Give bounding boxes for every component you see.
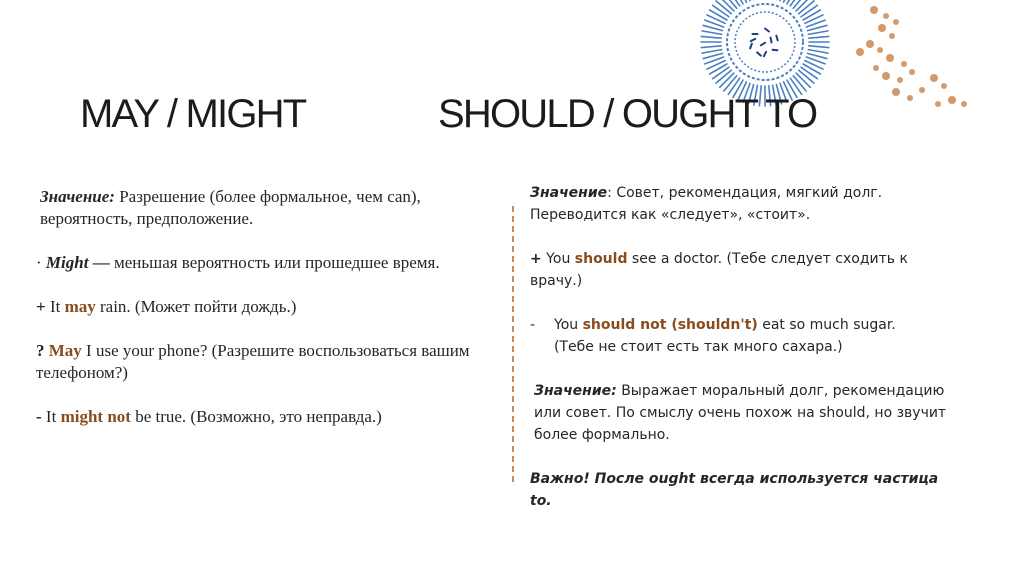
- title-should-ought-to: SHOULD / OUGHT TO: [438, 92, 817, 136]
- might-text: меньшая вероятность или прошедшее время.: [109, 253, 440, 272]
- r-ex2-post: eat so much sugar.: [757, 317, 896, 333]
- r-ex2-pre: You: [554, 317, 583, 333]
- left-might-note: [36, 252, 496, 274]
- r-ex1-pre: You: [541, 251, 575, 267]
- plus-sign: +: [36, 297, 46, 316]
- right-meaning1-text: : Совет, рекомендация, мягкий долг. Переводится как «следует», «стоит».: [530, 185, 883, 223]
- ex3-post: be true. (Возможно, это неправда.): [130, 407, 382, 426]
- r-ex2-key: should not (shouldn't): [582, 317, 758, 333]
- ex2-post: I use your phone? (Разрешите воспользоваться вашим телефоном?): [36, 341, 470, 382]
- left-example-3: [36, 406, 496, 428]
- title-may-might: MAY / MIGHT: [80, 92, 306, 136]
- column-divider: [512, 206, 514, 482]
- dots-decoration-icon: [852, 0, 982, 120]
- ex1-post: rain. (Может пойти дождь.): [95, 297, 297, 316]
- right-example-1: [530, 248, 950, 292]
- right-meaning1-label: Значение: [530, 185, 608, 201]
- question-sign: ?: [36, 341, 45, 360]
- right-meaning2-text: Выражает моральный долг, рекомендацию или совет. По смыслу очень похож на should, но звучит более формально.: [534, 383, 947, 443]
- r-ex1-key: should: [574, 251, 628, 267]
- left-meaning-label: Значение:: [40, 187, 115, 206]
- r-ex2-translation: (Тебе не стоит есть так много сахара.): [554, 339, 843, 355]
- might-dash: —: [88, 253, 110, 272]
- left-example-2: [36, 340, 496, 384]
- left-meaning-text: Разрешение (более формальное, чем can), вероятность, предположение.: [40, 187, 421, 228]
- ex2-key: May: [44, 341, 82, 360]
- ex1-pre: It: [45, 297, 65, 316]
- right-example-2: [530, 314, 950, 358]
- r-ex1-post: see a doctor. (Тебе следует сходить к врачу.): [530, 251, 908, 289]
- right-meaning-2: [530, 380, 950, 446]
- left-meaning: [36, 186, 496, 230]
- left-column: [36, 186, 496, 450]
- right-column: [530, 182, 950, 534]
- ex3-pre: It: [41, 407, 61, 426]
- minus-sign: -: [530, 317, 536, 333]
- plus-sign: +: [530, 251, 542, 267]
- ex3-key: might not: [60, 407, 131, 426]
- bullet: ·: [36, 253, 46, 272]
- right-meaning-1: [530, 182, 950, 226]
- left-example-1: [36, 296, 496, 318]
- minus-sign: -: [36, 407, 42, 426]
- right-meaning2-label: Значение:: [534, 383, 617, 399]
- right-note: Важно! После ought всегда используется частица to.: [530, 471, 939, 509]
- might-word: Might: [45, 253, 89, 272]
- ex1-key: may: [64, 297, 96, 316]
